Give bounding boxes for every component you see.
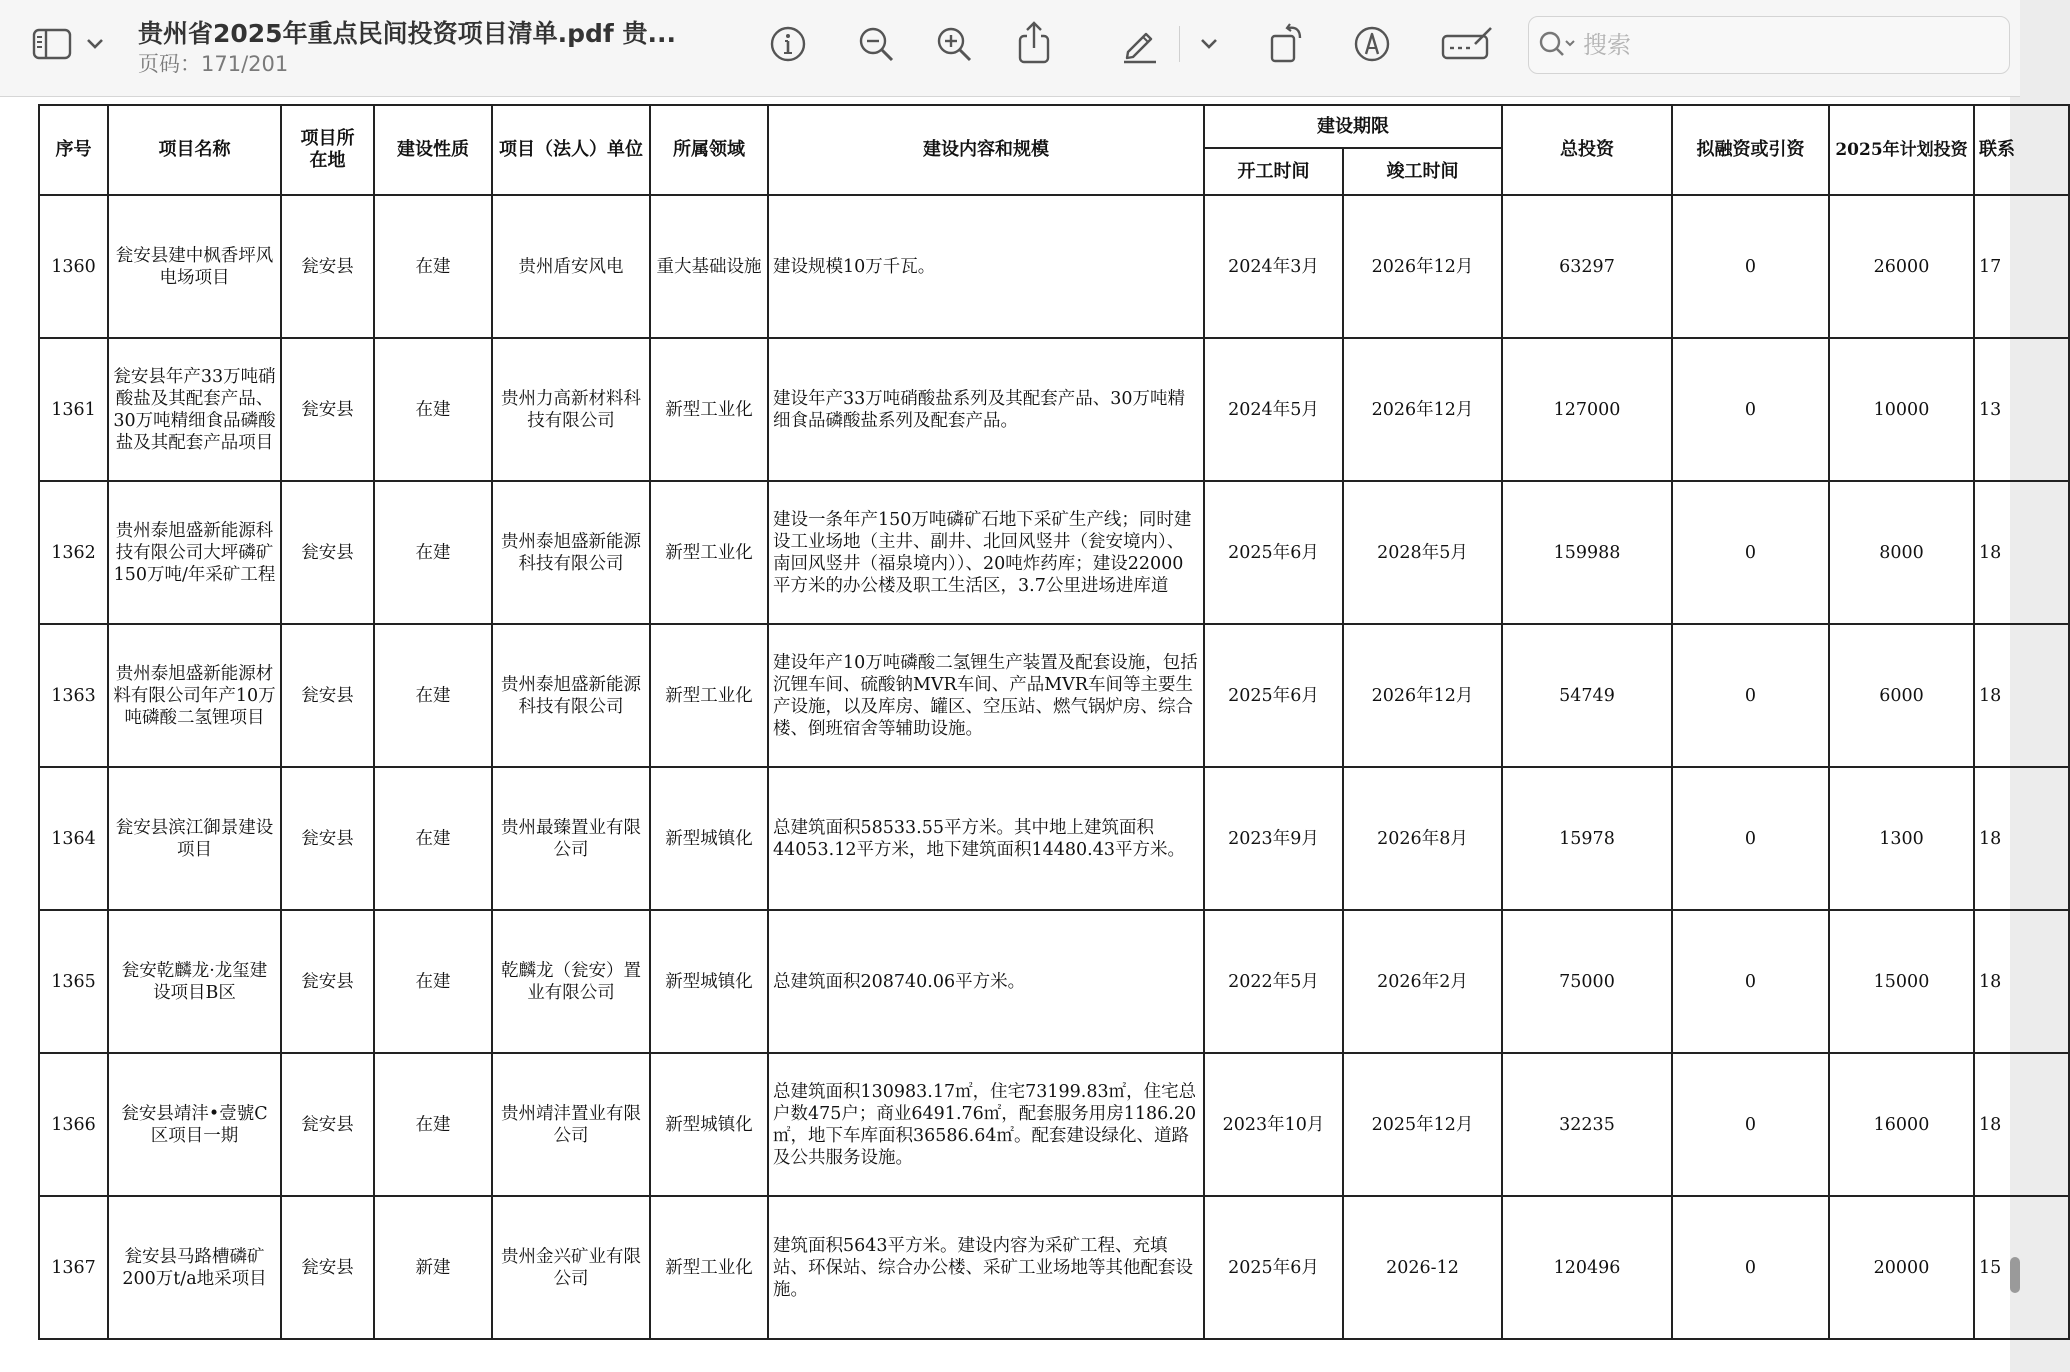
cell-contact: 18 [1974,624,2069,767]
cell-contact: 17 [1974,195,2069,338]
cell-end: 2026年12月 [1343,195,1502,338]
cell-content: 总建筑面积130983.17㎡，住宅73199.83㎡，住宅总户数475户；商业6491.76㎡，配套服务用房1186.20㎡，地下车库面积36586.64㎡。配套建设绿化、道路及公共服务设施。 [768,1053,1204,1196]
cell-contact: 15 [1974,1196,2069,1339]
toolbar-divider [1179,26,1180,62]
cell-location: 瓮安县 [281,481,374,624]
cell-end: 2026年12月 [1343,624,1502,767]
cell-seq: 1361 [39,338,108,481]
markup-icon[interactable] [1350,22,1394,66]
header-seq: 序号 [39,105,108,195]
cell-nature: 在建 [374,910,492,1053]
cell-name: 瓮安县马路槽磷矿200万t/a地采项目 [108,1196,281,1339]
cell-seq: 1363 [39,624,108,767]
header-location: 项目所在地 [281,105,374,195]
search-field[interactable] [1528,16,2010,74]
cell-location: 瓮安县 [281,1196,374,1339]
zoom-in-icon[interactable] [934,22,974,66]
cell-seq: 1365 [39,910,108,1053]
cell-total: 15978 [1502,767,1672,910]
cell-location: 瓮安县 [281,1053,374,1196]
cell-field: 新型工业化 [650,481,768,624]
cell-location: 瓮安县 [281,624,374,767]
cell-seq: 1366 [39,1053,108,1196]
header-contact: 联系 [1974,105,2069,195]
cell-unit: 贵州盾安风电 [492,195,650,338]
highlight-icon[interactable] [1118,22,1162,66]
header-end: 竣工时间 [1343,148,1502,195]
cell-content: 建设年产33万吨硝酸盐系列及其配套产品、30万吨精细食品磷酸盐系列及配套产品。 [768,338,1204,481]
cell-start: 2023年10月 [1204,1053,1343,1196]
table-row [39,1196,2069,1339]
rotate-icon[interactable] [1266,20,1310,66]
cell-location: 瓮安县 [281,195,374,338]
cell-financing: 0 [1672,910,1829,1053]
cell-plan2025: 26000 [1829,195,1974,338]
cell-unit: 贵州泰旭盛新能源科技有限公司 [492,481,650,624]
cell-location: 瓮安县 [281,910,374,1053]
table-row [39,338,2069,481]
cell-financing: 0 [1672,1053,1829,1196]
cell-unit: 贵州金兴矿业有限公司 [492,1196,650,1339]
table-row [39,624,2069,767]
header-nature: 建设性质 [374,105,492,195]
cell-name: 贵州泰旭盛新能源科技有限公司大坪磷矿150万吨/年采矿工程 [108,481,281,624]
cell-financing: 0 [1672,195,1829,338]
table-row [39,767,2069,910]
cell-nature: 在建 [374,195,492,338]
cell-start: 2024年5月 [1204,338,1343,481]
cell-content: 总建筑面积208740.06平方米。 [768,910,1204,1053]
search-input[interactable] [1581,25,1995,65]
cell-unit: 贵州力高新材料科技有限公司 [492,338,650,481]
cell-unit: 乾麟龙（瓮安）置业有限公司 [492,910,650,1053]
header-row [39,105,2069,148]
cell-content: 建设规模10万千瓦。 [768,195,1204,338]
cell-start: 2025年6月 [1204,624,1343,767]
cell-total: 75000 [1502,910,1672,1053]
chevron-down-icon[interactable] [1198,34,1220,54]
pdf-page-content [0,97,2015,1372]
cell-plan2025: 20000 [1829,1196,1974,1339]
cell-field: 新型工业化 [650,1196,768,1339]
sidebar-icon[interactable] [30,26,74,62]
cell-contact: 18 [1974,910,2069,1053]
header-financing: 拟融资或引资 [1672,105,1829,195]
cell-field: 新型城镇化 [650,1053,768,1196]
document-title: 贵州省2025年重点民间投资项目清单.pdf 贵... [138,19,676,48]
cell-start: 2025年6月 [1204,481,1343,624]
cell-unit: 贵州最臻置业有限公司 [492,767,650,910]
cell-content: 建设一条年产150万吨磷矿石地下采矿生产线；同时建设工业场地（主井、副井、北回风竖井（瓮安境内）、南回风竖井（福泉境内））、20吨炸药库；建设22000平方米的办公楼及职工生活区，3.7公里进场进库道 [768,481,1204,624]
cell-total: 127000 [1502,338,1672,481]
cell-name: 贵州泰旭盛新能源材料有限公司年产10万吨磷酸二氢锂项目 [108,624,281,767]
cell-financing: 0 [1672,1196,1829,1339]
cell-end: 2026年8月 [1343,767,1502,910]
cell-nature: 在建 [374,481,492,624]
table-row [39,481,2069,624]
table-row [39,910,2069,1053]
cell-total: 120496 [1502,1196,1672,1339]
cell-financing: 0 [1672,481,1829,624]
table-row [39,1053,2069,1196]
cell-plan2025: 6000 [1829,624,1974,767]
cell-total: 54749 [1502,624,1672,767]
info-icon[interactable] [768,22,808,66]
cell-name: 瓮安县年产33万吨硝酸盐及其配套产品、30万吨精细食品磷酸盐及其配套产品项目 [108,338,281,481]
cell-name: 瓮安县滨江御景建设项目 [108,767,281,910]
cell-content: 建筑面积5643平方米。建设内容为采矿工程、充填站、环保站、综合办公楼、采矿工业场地等其他配套设施。 [768,1196,1204,1339]
chevron-down-icon[interactable] [84,34,106,54]
cell-nature: 在建 [374,338,492,481]
cell-seq: 1364 [39,767,108,910]
cell-field: 新型工业化 [650,624,768,767]
cell-seq: 1367 [39,1196,108,1339]
scrollbar-thumb[interactable] [2010,1257,2020,1293]
cell-seq: 1362 [39,481,108,624]
cell-end: 2026年2月 [1343,910,1502,1053]
cell-nature: 新建 [374,1196,492,1339]
cell-start: 2024年3月 [1204,195,1343,338]
header-field: 所属领域 [650,105,768,195]
cell-end: 2026-12 [1343,1196,1502,1339]
cell-field: 新型工业化 [650,338,768,481]
cell-end: 2026年12月 [1343,338,1502,481]
cell-plan2025: 1300 [1829,767,1974,910]
signature-icon[interactable] [1440,22,1494,66]
header-unit: 项目（法人）单位 [492,105,650,195]
cell-financing: 0 [1672,338,1829,481]
header-total: 总投资 [1502,105,1672,195]
cell-contact: 18 [1974,767,2069,910]
cell-contact: 18 [1974,1053,2069,1196]
cell-start: 2022年5月 [1204,910,1343,1053]
cell-total: 32235 [1502,1053,1672,1196]
cell-start: 2023年9月 [1204,767,1343,910]
cell-plan2025: 16000 [1829,1053,1974,1196]
header-plan2025: 2025年计划投资 [1829,105,1974,195]
cell-name: 瓮安县建中枫香坪风电场项目 [108,195,281,338]
cell-seq: 1360 [39,195,108,338]
page-indicator: 页码：171/201 [138,52,289,76]
cell-nature: 在建 [374,767,492,910]
cell-end: 2028年5月 [1343,481,1502,624]
toolbar [0,0,2020,97]
cell-location: 瓮安县 [281,767,374,910]
cell-total: 63297 [1502,195,1672,338]
cell-nature: 在建 [374,1053,492,1196]
header-period: 建设期限 [1204,105,1502,148]
cell-financing: 0 [1672,767,1829,910]
cell-unit: 贵州泰旭盛新能源科技有限公司 [492,624,650,767]
cell-content: 总建筑面积58533.55平方米。其中地上建筑面积44053.12平方米，地下建筑面积14480.43平方米。 [768,767,1204,910]
cell-plan2025: 10000 [1829,338,1974,481]
cell-plan2025: 8000 [1829,481,1974,624]
cell-contact: 13 [1974,338,2069,481]
cell-location: 瓮安县 [281,338,374,481]
cell-name: 瓮安县靖沣•壹號C区项目一期 [108,1053,281,1196]
cell-total: 159988 [1502,481,1672,624]
cell-field: 新型城镇化 [650,767,768,910]
project-table [38,104,2070,1340]
cell-contact: 18 [1974,481,2069,624]
search-icon[interactable] [1537,27,1577,63]
cell-end: 2025年12月 [1343,1053,1502,1196]
zoom-out-icon[interactable] [856,22,896,66]
cell-financing: 0 [1672,624,1829,767]
cell-nature: 在建 [374,624,492,767]
cell-content: 建设年产10万吨磷酸二氢锂生产装置及配套设施，包括沉锂车间、硫酸钠MVR车间、产品MVR车间等主要生产设施，以及库房、罐区、空压站、燃气锅炉房、综合楼、倒班宿舍等辅助设施。 [768,624,1204,767]
header-content: 建设内容和规模 [768,105,1204,195]
cell-plan2025: 15000 [1829,910,1974,1053]
cell-field: 新型城镇化 [650,910,768,1053]
cell-field: 重大基础设施 [650,195,768,338]
header-name: 项目名称 [108,105,281,195]
cell-start: 2025年6月 [1204,1196,1343,1339]
share-icon[interactable] [1014,18,1054,66]
header-start: 开工时间 [1204,148,1343,195]
pdf-page [0,97,2015,1372]
cell-name: 瓮安乾麟龙·龙玺建设项目B区 [108,910,281,1053]
cell-unit: 贵州靖沣置业有限公司 [492,1053,650,1196]
table-row [39,195,2069,338]
